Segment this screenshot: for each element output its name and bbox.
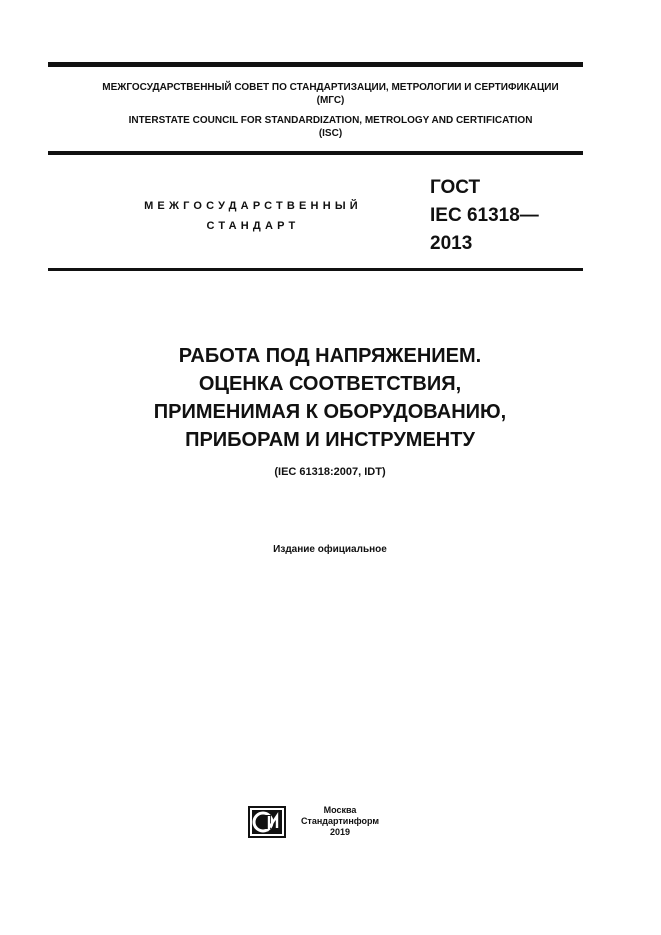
- standard-kind-line2: СТАНДАРТ: [206, 220, 300, 232]
- title-line4: ПРИБОРАМ И ИНСТРУМЕНТУ: [185, 429, 475, 451]
- standard-designation: [430, 174, 539, 258]
- designation-line1: ГОСТ: [430, 177, 481, 198]
- publisher-city: Москва: [323, 805, 357, 815]
- council-name-en: [48, 114, 613, 140]
- title-line2: ОЦЕНКА СООТВЕТСТВИЯ,: [198, 373, 462, 395]
- council-abbr-ru: (МГС): [316, 95, 345, 106]
- header-bottom-rule: [48, 151, 583, 155]
- council-name-en-text: INTERSTATE COUNCIL FOR STANDARDIZATION, METROLOGY AND CERTIFICATION: [128, 115, 533, 126]
- publisher-name: Стандартинформ: [300, 816, 380, 826]
- standartinform-logo-icon: [248, 806, 286, 838]
- designation-bottom-rule: [48, 268, 583, 271]
- standard-kind-line1: МЕЖГОСУДАРСТВЕННЫЙ: [144, 200, 362, 212]
- standard-kind: [128, 196, 378, 236]
- publisher-year: 2019: [329, 827, 351, 837]
- edition-note: Издание официальное: [273, 544, 387, 555]
- council-name-ru-text: МЕЖГОСУДАРСТВЕННЫЙ СОВЕТ ПО СТАНДАРТИЗАЦИИ, МЕТРОЛОГИИ И СЕРТИФИКАЦИИ: [102, 82, 559, 93]
- designation-line2: IEC 61318—: [430, 205, 539, 226]
- identity-reference: (IEC 61318:2007, IDT): [274, 466, 386, 478]
- top-rule: [48, 62, 583, 67]
- publisher-imprint: [292, 805, 388, 838]
- council-abbr-en: (ISC): [318, 128, 343, 139]
- council-name-ru: [48, 81, 613, 107]
- title-line3: ПРИМЕНИМАЯ К ОБОРУДОВАНИЮ,: [153, 401, 507, 423]
- document-title: [50, 342, 610, 454]
- designation-line3: 2013: [430, 233, 473, 254]
- title-line1: РАБОТА ПОД НАПРЯЖЕНИЕМ.: [178, 345, 482, 367]
